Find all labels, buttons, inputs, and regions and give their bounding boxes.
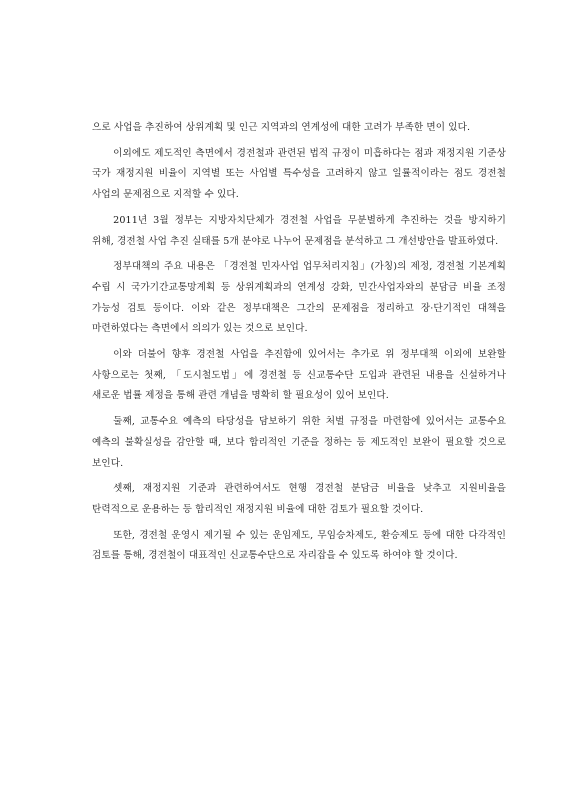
paragraph-6: 둘째, 교통수요 예측의 타당성을 담보하기 위한 처벌 규정을 마련함에 있어서는 교통수요 예측의 불확실성을 감안할 때, 보다 합리적인 기준을 정하는 등 제도적인 보완이 필요할 것으로 보인다. [92,416,506,469]
paragraph-7: 셋째, 재정지원 기준과 관련하여서도 현행 경전철 분담금 비율을 낮추고 지원비율을 탄력적으로 운용하는 등 합리적인 재정지원 비율에 대한 검토가 필요할 것이다. [92,483,506,515]
paragraph-1: 으로 사업을 추진하여 상위계획 및 인근 지역과의 연계성에 대한 고려가 부족한 면이 있다. [92,122,471,133]
paragraph-2: 이외에도 제도적인 측면에서 경전철과 관련된 법적 규정이 미흡하다는 점과 재정지원 기준상 국가 재정지원 비율이 지역별 또는 사업별 특수성을 고려하지 않고 일률적이라는 점도 경전철 사업의 문제점으로 지적할 수 있다. [92,147,506,201]
paragraph-5: 이와 더불어 향후 경전철 사업을 추진함에 있어서는 추가로 위 정부대책 이외에 보완할 사항으로는 첫째, 「도시철도법」에 경전철 등 신교통수단 도입과 관련된 내용을 신설하거나 새로운 법률 제정을 통해 관련 개념을 명확히 할 필요성이 있어 보인다. [92,349,506,402]
paragraph-4: 정부대책의 주요 내용은 「경전철 민자사업 업무처리지침」(가칭)의 제정, 경전철 기본계획 수립 시 국가기간교통망계획 등 상위계획과의 연계성 강화, 민간사업자와의 분담금 비율 조정 가능성 검토 등이다. 이와 같은 정부대책은 그간의 문제점을 정리하고 장·단기적인 대책을 마련하였다는 측면에서 의의가 있는 것으로 보인다. [92,261,506,335]
document-body [92,118,506,572]
paragraph-3: 2011년 3월 정부는 지방자치단체가 경전철 사업을 무분별하게 추진하는 것을 방지하기 위해, 경전철 사업 추진 실태를 5개 분야로 나누어 문제점을 분석하고 그 개선방안을 발표하였다. [92,214,506,247]
paragraph-8: 또한, 경전철 운영시 제기될 수 있는 운임제도, 무임승차제도, 환승제도 등에 대한 다각적인 검토를 통해, 경전철이 대표적인 신교통수단으로 자리잡을 수 있도록 하여야 할 것이다. [92,529,506,562]
